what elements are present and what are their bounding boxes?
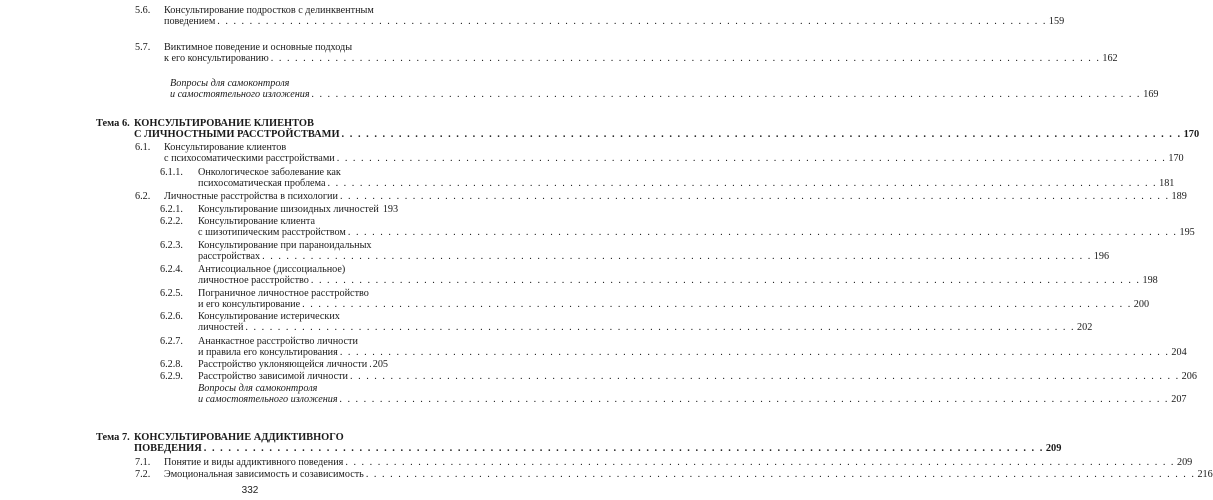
toc-entry-title-line: к его консультированию: [164, 53, 269, 64]
dot-leader: [217, 16, 1047, 27]
dot-leader: [245, 322, 1075, 333]
toc-entry-number: 6.2.1.: [160, 204, 183, 215]
toc-entry-number: 7.1.: [135, 457, 151, 468]
dot-leader: [337, 153, 1167, 164]
dot-leader: [345, 457, 1175, 468]
dot-leader: [262, 251, 1092, 262]
toc-entry-title-line: Консультирование шизоидных личностей: [198, 204, 379, 215]
dot-leader: [348, 227, 1178, 238]
toc-entry-page: 202: [1077, 322, 1093, 333]
toc-entry-title-line: КОНСУЛЬТИРОВАНИЕ КЛИЕНТОВ: [134, 118, 314, 129]
toc-entry-number: 6.2.9.: [160, 371, 183, 382]
dot-leader: [340, 191, 1170, 202]
toc-entry-page: 200: [1133, 299, 1150, 310]
toc-entry-number: Тема 7.: [96, 432, 130, 443]
toc-entry-number: 6.2.3.: [160, 240, 183, 251]
toc-entry-title-line: Консультирование клиентов: [164, 142, 287, 153]
toc-entry-title-line: Вопросы для самоконтроля: [198, 383, 318, 394]
toc-entry-title-line: психосоматическая проблема: [198, 178, 326, 189]
toc-entry-title-line: с шизотипическим расстройством: [198, 227, 346, 238]
toc-entry-page: 170: [1168, 153, 1184, 164]
toc-entry-title-line: и правила его консультирования: [198, 347, 338, 358]
dot-leader: [204, 443, 1044, 454]
toc-entry-page: 209: [1045, 443, 1062, 454]
toc-entry-title-line: Онкологическое заболевание как: [198, 167, 341, 178]
toc-entry-number: 6.2.8.: [160, 359, 183, 370]
toc-entry-title-line: Личностные расстройства в психологии: [164, 191, 338, 202]
toc-entry-page: 193: [382, 204, 399, 215]
toc-entry-title-line: Эмоциональная зависимость и созависимость: [164, 469, 364, 480]
toc-entry-number: 7.2.: [135, 469, 151, 480]
toc-entry-title-line: ПОВЕДЕНИЯ: [134, 443, 202, 454]
toc-entry-page: 189: [1171, 191, 1187, 202]
dot-leader: [369, 359, 370, 370]
toc-entry-number: 6.2.5.: [160, 288, 183, 299]
toc-entry-page: 207: [1171, 394, 1187, 405]
toc-entry-title-line: С ЛИЧНОСТНЫМИ РАССТРОЙСТВАМИ: [134, 129, 340, 140]
dot-leader: [271, 53, 1101, 64]
toc-entry-number: 6.2.2.: [160, 216, 183, 227]
toc-entry-title-line: Антисоциальное (диссоциальное): [198, 264, 346, 275]
toc-entry-title-line: и его консультирование: [198, 299, 301, 310]
toc-entry-title-line: и самостоятельного изложения: [170, 89, 310, 100]
toc-entry-page: 162: [1102, 53, 1118, 64]
toc-entry-page: 205: [372, 359, 388, 370]
toc-entry-title-line: Ананкастное расстройство личности: [198, 336, 358, 347]
toc-entry-title-line: поведением: [164, 16, 216, 27]
toc-entry-title-line: Расстройство уклоняющейся личности: [198, 359, 368, 370]
toc-entry-title-line: Консультирование клиента: [198, 216, 316, 227]
toc-entry-page: 204: [1171, 347, 1187, 358]
toc-entry-number: 6.2.: [135, 191, 151, 202]
toc-entry-page: 181: [1159, 178, 1175, 189]
dot-leader: [312, 89, 1142, 100]
toc-entry-title-line: расстройствах: [198, 251, 261, 262]
toc-entry-number: 6.2.4.: [160, 264, 183, 275]
dot-leader: [350, 371, 1180, 382]
dot-leader: [342, 129, 1182, 140]
toc-entry-number: 5.6.: [135, 5, 151, 16]
toc-entry-title-line: Вопросы для самоконтроля: [170, 78, 290, 89]
toc-entry-page: 198: [1142, 275, 1158, 286]
toc-entry-number: 6.2.6.: [160, 311, 183, 322]
toc-entry-title-line: Расстройство зависимой личности: [198, 371, 349, 382]
dot-leader: [340, 394, 1170, 405]
toc-entry-page: 196: [1093, 251, 1110, 262]
toc-entry-title-line: Консультирование подростков с делинквентным: [164, 5, 374, 16]
toc-entry-page: 216: [1197, 469, 1213, 480]
toc-entry-number: 5.7.: [135, 42, 151, 53]
toc-entry-title-line: личностное расстройство: [198, 275, 309, 286]
dot-leader: [366, 469, 1196, 480]
toc-entry-page: 195: [1179, 227, 1195, 238]
toc-entry-title-line: Понятие и виды аддиктивного поведения: [164, 457, 344, 468]
toc-entry-title-line: Пограничное личностное расстройство: [198, 288, 369, 299]
toc-entry-number: 6.2.7.: [160, 336, 183, 347]
toc-entry-number: 6.1.1.: [160, 167, 183, 178]
toc-entry-number: Тема 6.: [96, 118, 130, 129]
dot-leader: [340, 347, 1170, 358]
dot-leader: [327, 178, 1157, 189]
toc-entry-title-line: КОНСУЛЬТИРОВАНИЕ АДДИКТИВНОГО: [134, 432, 344, 443]
toc-entry-title-line: Виктимное поведение и основные подходы: [164, 42, 353, 53]
toc-entry-title-line: Консультирование при параноидальных: [198, 240, 372, 251]
toc-entry-title-line: Консультирование истерических: [198, 311, 340, 322]
toc-entry-page: 209: [1176, 457, 1193, 468]
toc-entry-page: 169: [1143, 89, 1159, 100]
toc-entry-title-line: и самостоятельного изложения: [198, 394, 338, 405]
toc-entry-page: 170: [1183, 129, 1200, 140]
dot-leader: [311, 275, 1141, 286]
dot-leader: [302, 299, 1132, 310]
toc-entry-title-line: с психосоматическими расстройствами: [164, 153, 335, 164]
page-number: 332: [241, 485, 259, 496]
toc-entry-page: 206: [1181, 371, 1197, 382]
toc-entry-page: 159: [1048, 16, 1065, 27]
toc-entry-number: 6.1.: [135, 142, 151, 153]
toc-entry-title-line: личностей: [198, 322, 244, 333]
